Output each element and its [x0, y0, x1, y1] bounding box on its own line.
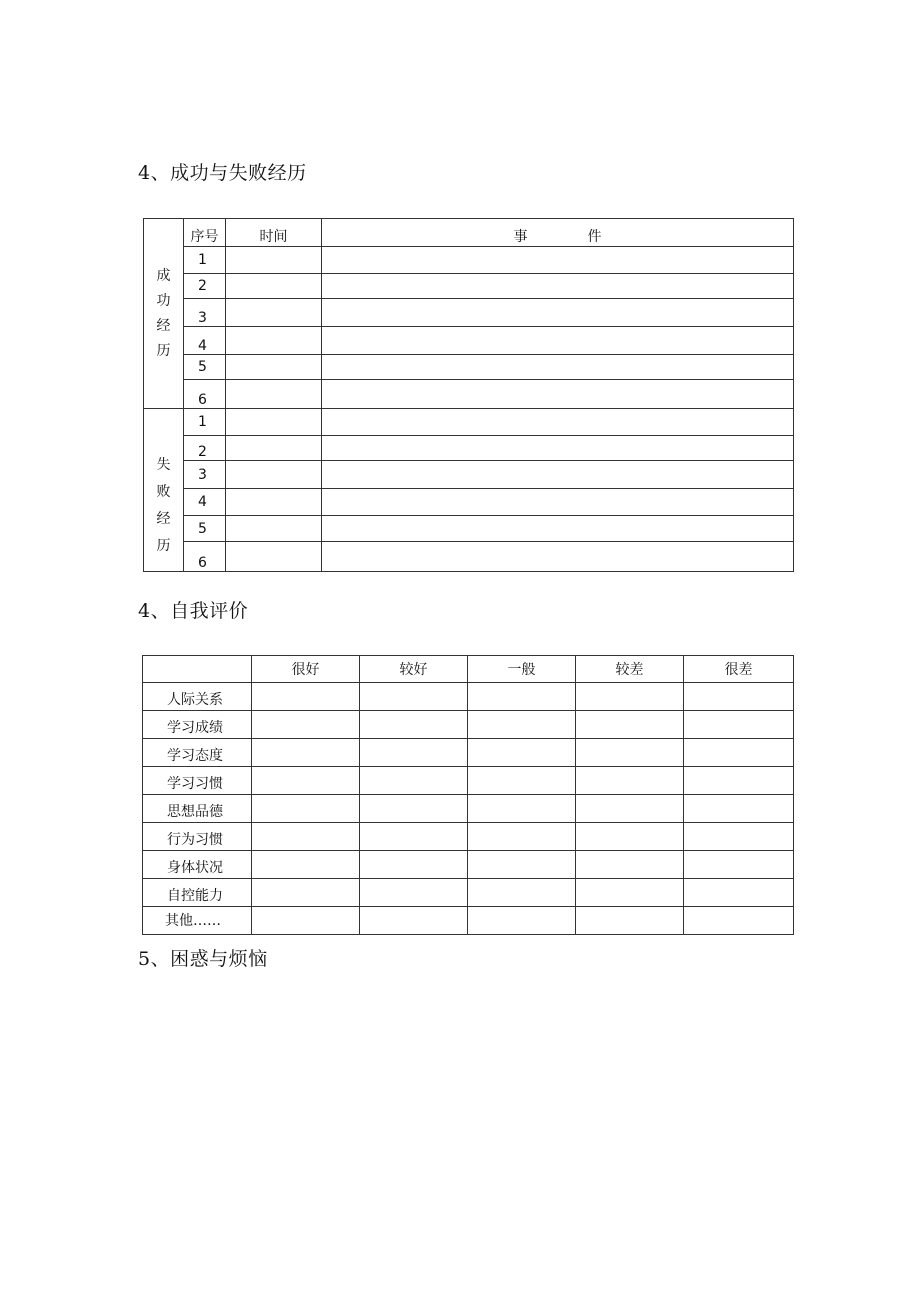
event-cell[interactable]: [322, 542, 794, 572]
table-row: 2: [184, 274, 226, 299]
rating-cell[interactable]: [360, 767, 468, 795]
col-header-event: 事 件: [322, 219, 794, 247]
row-label: 行为习惯: [143, 823, 252, 851]
row-label: 人际关系: [143, 683, 252, 711]
col-header-very-good: 很好: [252, 656, 360, 683]
table-row: 5: [184, 516, 226, 542]
rating-cell[interactable]: [576, 907, 684, 935]
time-cell[interactable]: [226, 355, 322, 380]
time-cell[interactable]: [226, 247, 322, 274]
time-cell[interactable]: [226, 274, 322, 299]
event-cell[interactable]: [322, 409, 794, 436]
time-cell[interactable]: [226, 409, 322, 436]
col-header-seq: 序号: [184, 219, 226, 247]
time-cell[interactable]: [226, 461, 322, 489]
rating-cell[interactable]: [252, 823, 360, 851]
col-header-average: 一般: [468, 656, 576, 683]
self-evaluation-table: [142, 655, 794, 935]
rating-cell[interactable]: [576, 823, 684, 851]
event-cell[interactable]: [322, 274, 794, 299]
event-cell[interactable]: [322, 461, 794, 489]
rating-cell[interactable]: [468, 683, 576, 711]
table-row: 4: [184, 327, 226, 355]
event-cell[interactable]: [322, 516, 794, 542]
event-cell[interactable]: [322, 247, 794, 274]
time-cell[interactable]: [226, 299, 322, 327]
rating-cell[interactable]: [252, 795, 360, 823]
rating-cell[interactable]: [684, 739, 794, 767]
row-label: 自控能力: [143, 879, 252, 907]
rating-cell[interactable]: [684, 907, 794, 935]
rating-cell[interactable]: [360, 823, 468, 851]
row-label: 学习习惯: [143, 767, 252, 795]
rating-cell[interactable]: [360, 795, 468, 823]
rating-cell[interactable]: [576, 795, 684, 823]
rating-cell[interactable]: [252, 767, 360, 795]
rating-cell[interactable]: [360, 683, 468, 711]
failure-group-label: 失 败 经 历: [144, 409, 184, 572]
event-cell[interactable]: [322, 436, 794, 461]
rating-cell[interactable]: [252, 683, 360, 711]
rating-cell[interactable]: [468, 767, 576, 795]
rating-cell[interactable]: [468, 795, 576, 823]
event-cell[interactable]: [322, 380, 794, 409]
row-label: 其他……: [143, 907, 252, 935]
section-heading-troubles: 5、困惑与烦恼: [138, 948, 268, 970]
rating-cell[interactable]: [468, 907, 576, 935]
rating-cell[interactable]: [252, 907, 360, 935]
corner-cell: [143, 656, 252, 683]
rating-cell[interactable]: [468, 879, 576, 907]
time-cell[interactable]: [226, 327, 322, 355]
rating-cell[interactable]: [576, 851, 684, 879]
time-cell[interactable]: [226, 436, 322, 461]
table-row: 1: [184, 409, 226, 436]
row-label: 思想品德: [143, 795, 252, 823]
event-cell[interactable]: [322, 299, 794, 327]
table-row: 6: [184, 542, 226, 572]
experience-table: [143, 218, 794, 572]
time-cell[interactable]: [226, 380, 322, 409]
success-group-label: 成 功 经 历: [144, 219, 184, 409]
event-cell[interactable]: [322, 327, 794, 355]
table-row: 1: [184, 247, 226, 274]
time-cell[interactable]: [226, 542, 322, 572]
rating-cell[interactable]: [468, 851, 576, 879]
section-heading-self-evaluation: 4、自我评价: [138, 600, 249, 622]
col-header-good: 较好: [360, 656, 468, 683]
col-header-poor: 较差: [576, 656, 684, 683]
event-cell[interactable]: [322, 355, 794, 380]
table-row: 4: [184, 489, 226, 516]
time-cell[interactable]: [226, 489, 322, 516]
row-label: 学习态度: [143, 739, 252, 767]
rating-cell[interactable]: [576, 767, 684, 795]
rating-cell[interactable]: [684, 711, 794, 739]
event-cell[interactable]: [322, 489, 794, 516]
row-label: 身体状况: [143, 851, 252, 879]
table-row: 2: [184, 436, 226, 461]
table-row: 3: [184, 299, 226, 327]
row-label: 学习成绩: [143, 711, 252, 739]
rating-cell[interactable]: [360, 739, 468, 767]
rating-cell[interactable]: [684, 795, 794, 823]
rating-cell[interactable]: [576, 711, 684, 739]
rating-cell[interactable]: [252, 711, 360, 739]
rating-cell[interactable]: [252, 879, 360, 907]
rating-cell[interactable]: [576, 739, 684, 767]
rating-cell[interactable]: [684, 683, 794, 711]
time-cell[interactable]: [226, 516, 322, 542]
rating-cell[interactable]: [360, 851, 468, 879]
rating-cell[interactable]: [684, 879, 794, 907]
section-heading-experience: 4、成功与失败经历: [138, 162, 307, 184]
rating-cell[interactable]: [684, 823, 794, 851]
rating-cell[interactable]: [576, 683, 684, 711]
rating-cell[interactable]: [360, 879, 468, 907]
rating-cell[interactable]: [360, 711, 468, 739]
rating-cell[interactable]: [576, 879, 684, 907]
rating-cell[interactable]: [252, 739, 360, 767]
rating-cell[interactable]: [468, 823, 576, 851]
rating-cell[interactable]: [684, 767, 794, 795]
col-header-very-poor: 很差: [684, 656, 794, 683]
table-row: 5: [184, 355, 226, 380]
rating-cell[interactable]: [468, 711, 576, 739]
rating-cell[interactable]: [684, 851, 794, 879]
rating-cell[interactable]: [360, 907, 468, 935]
table-row: 6: [184, 380, 226, 409]
rating-cell[interactable]: [468, 739, 576, 767]
col-header-time: 时间: [226, 219, 322, 247]
table-row: 3: [184, 461, 226, 489]
rating-cell[interactable]: [252, 851, 360, 879]
